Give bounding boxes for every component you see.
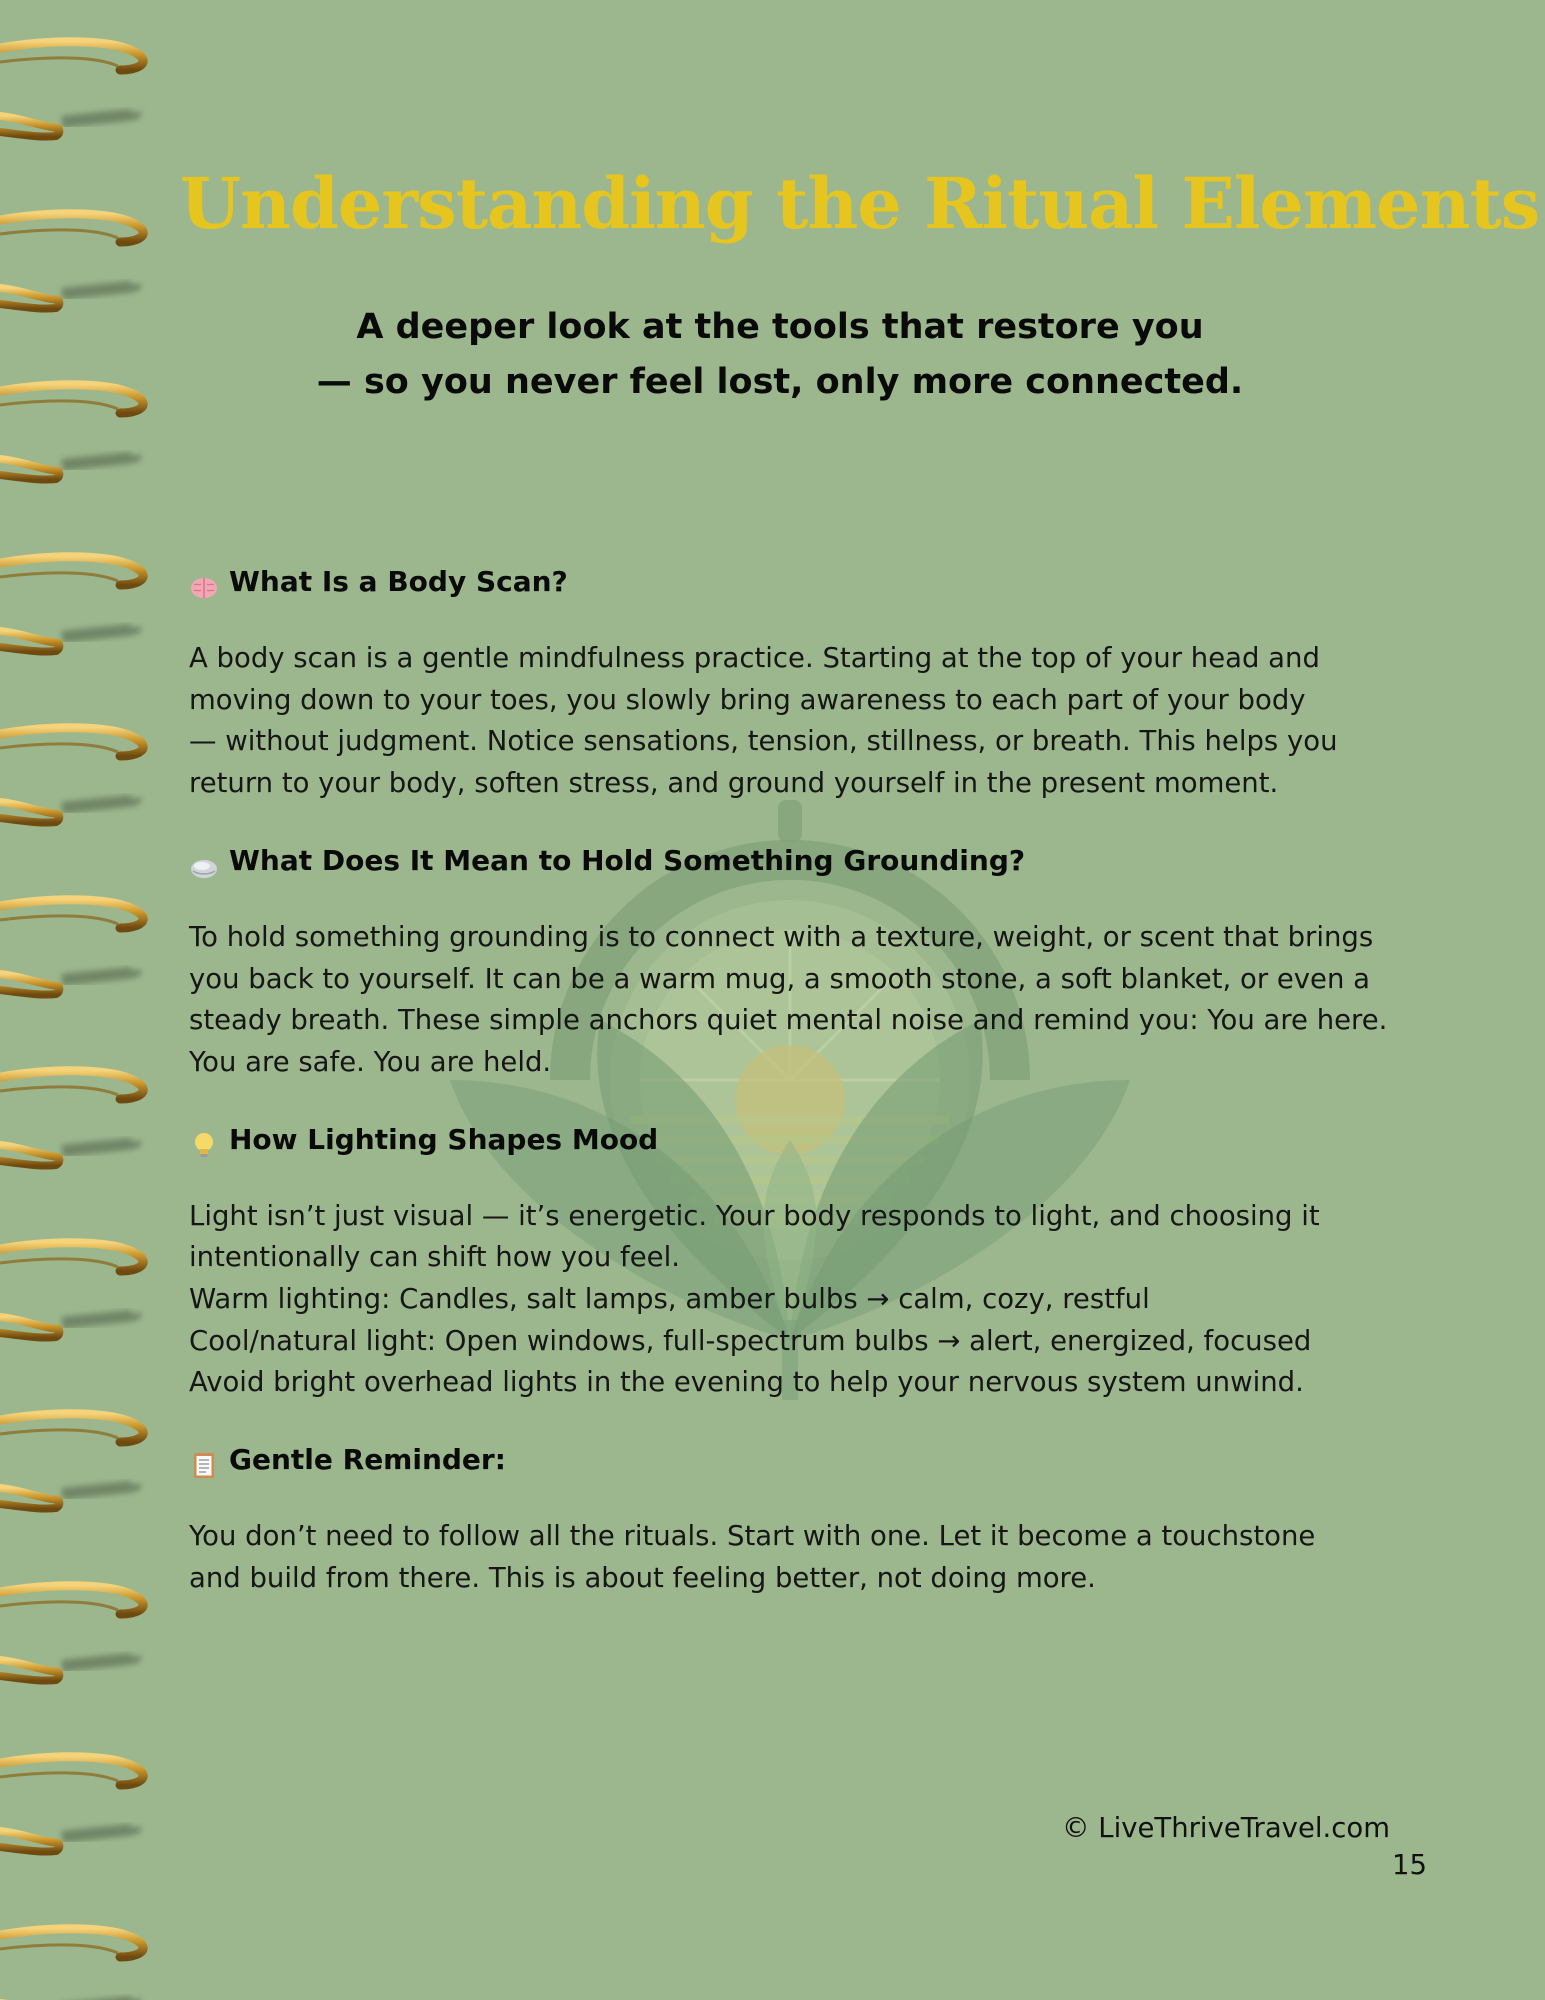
section-paragraph — [189, 917, 1429, 1084]
paragraph-line: To hold something grounding is to connect with a texture, weight, or scent that brings — [189, 920, 1374, 953]
section-paragraph — [189, 638, 1429, 805]
section-body-scan — [189, 556, 1429, 805]
spiral-ring — [0, 1917, 150, 2000]
section-grounding — [189, 835, 1429, 1084]
spiral-ring — [0, 888, 150, 1018]
paragraph-line: — without judgment. Notice sensations, tension, stillness, or breath. This helps you — [189, 725, 1338, 758]
light-bulb-icon — [189, 1125, 219, 1155]
page-subtitle — [180, 300, 1380, 410]
paragraph-line: Warm lighting: Candles, salt lamps, amber bulbs → calm, cozy, restful — [189, 1283, 1150, 1316]
brain-icon — [189, 567, 219, 597]
spiral-binding — [0, 0, 150, 2000]
paragraph-line: you back to yourself. It can be a warm mug, a smooth stone, a soft blanket, or even a — [189, 962, 1370, 995]
section-heading-text: How Lighting Shapes Mood — [229, 1122, 659, 1156]
spiral-ring — [0, 1059, 150, 1189]
content — [189, 556, 1429, 1630]
paragraph-line: You are safe. You are held. — [189, 1045, 552, 1078]
section-paragraph — [189, 1516, 1429, 1599]
paragraph-line: steady breath. These simple anchors quiet mental noise and remind you: You are here. — [189, 1004, 1388, 1037]
paragraph-line: You don’t need to follow all the rituals. Start with one. Let it become a touchstone — [189, 1520, 1316, 1553]
page-title: Understanding the Ritual Elements — [180, 162, 1540, 245]
section-heading-text: What Is a Body Scan? — [229, 565, 568, 598]
subtitle-line-2: — so you never feel lost, only more connected. — [316, 362, 1244, 402]
section-heading — [189, 1434, 1429, 1486]
paragraph-line: A body scan is a gentle mindfulness practice. Starting at the top of your head and — [189, 642, 1320, 674]
spiral-ring — [0, 202, 150, 332]
paragraph-line: Cool/natural light: Open windows, full-spectrum bulbs → alert, energized, focused — [189, 1324, 1312, 1357]
spiral-ring — [0, 716, 150, 846]
spiral-ring — [0, 373, 150, 503]
section-gentle-reminder — [189, 1434, 1429, 1599]
spiral-ring — [0, 1402, 150, 1532]
section-paragraph — [189, 1196, 1429, 1405]
spiral-ring — [0, 545, 150, 675]
paragraph-line: Light isn’t just visual — it’s energetic. Your body responds to light, and choosing it — [189, 1199, 1320, 1232]
paragraph-line: Avoid bright overhead lights in the evening to help your nervous system unwind. — [189, 1366, 1304, 1399]
spiral-ring — [0, 1231, 150, 1361]
subtitle-line-1: A deeper look at the tools that restore you — [356, 307, 1204, 347]
paragraph-line: moving down to your toes, you slowly bring awareness to each part of your body — [189, 683, 1306, 716]
section-heading — [189, 556, 1429, 608]
spiral-ring — [0, 1745, 150, 1875]
section-heading — [189, 1114, 1429, 1166]
page-number: 15 — [1392, 1849, 1427, 1881]
spiral-ring — [0, 30, 150, 160]
paragraph-line: return to your body, soften stress, and ground yourself in the present moment. — [189, 767, 1279, 800]
copyright-notice: © LiveThriveTravel.com — [1062, 1812, 1390, 1844]
clipboard-icon — [189, 1445, 219, 1475]
paragraph-line: and build from there. This is about feeling better, not doing more. — [189, 1561, 1096, 1594]
section-heading — [189, 835, 1429, 887]
section-heading-text: What Does It Mean to Hold Something Grounding? — [229, 843, 1026, 877]
paragraph-line: intentionally can shift how you feel. — [189, 1241, 680, 1274]
section-heading-text: Gentle Reminder: — [229, 1443, 506, 1477]
stone-icon — [189, 846, 219, 876]
section-lighting — [189, 1114, 1429, 1405]
spiral-ring — [0, 1574, 150, 1704]
